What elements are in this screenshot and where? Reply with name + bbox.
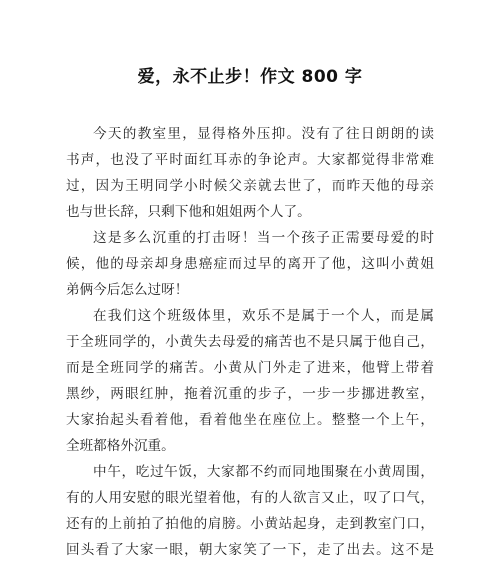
text-line: 于全班同学的，小黄失去母爱的痛苦也不是只属于他自己， bbox=[66, 334, 434, 350]
text-line: 在我们这个班级体里，欢乐不是属于一个人，而是属 bbox=[93, 308, 434, 324]
text-line: 过，因为王明同学小时候父亲就去世了，而昨天他的母亲 bbox=[66, 178, 434, 194]
text-line: 也与世长辞，只剩下他和姐姐两个人了。 bbox=[66, 204, 311, 220]
text-line: 有的人用安慰的眼光望着他，有的人欲言又止，叹了口气， bbox=[66, 490, 434, 506]
essay-title: 爱，永不止步！作文 800 字 bbox=[137, 67, 363, 87]
paragraph-1 bbox=[66, 121, 434, 225]
paragraph-2 bbox=[66, 225, 434, 303]
text-line: 还有的上前拍了拍他的肩膀。小黄站起身，走到教室门口， bbox=[66, 516, 434, 532]
text-line: 全班都格外沉重。 bbox=[66, 438, 175, 454]
text-line: 这是多么沉重的打击呀！当一个孩子正需要母爱的时 bbox=[93, 230, 434, 246]
text-line: 弟俩今后怎么过呀！ bbox=[66, 282, 189, 298]
text-line: 中午，吃过午饭，大家都不约而同地围聚在小黄周围， bbox=[93, 464, 434, 480]
text-line: 书声，也没了平时面红耳赤的争论声。大家都觉得非常难 bbox=[66, 152, 434, 168]
text-line: 候，他的母亲却身患癌症而过早的离开了他，这叫小黄姐 bbox=[66, 256, 434, 272]
text-line: 大家抬起头看着他，看着他坐在座位上。整整一个上午， bbox=[66, 412, 434, 428]
text-line: 回头看了大家一眼，朝大家笑了一下，走了出去。这不是 bbox=[66, 542, 434, 558]
text-line: 黑纱，两眼红肿，拖着沉重的步子，一步一步挪进教室， bbox=[66, 386, 434, 402]
paragraph-4 bbox=[66, 459, 434, 563]
text-line: 今天的教室里，显得格外压抑。没有了往日朗朗的读 bbox=[93, 126, 434, 142]
paragraph-3 bbox=[66, 303, 434, 459]
text-line: 而是全班同学的痛苦。小黄从门外走了进来，他臂上带着 bbox=[66, 360, 434, 376]
essay-body bbox=[66, 121, 434, 563]
